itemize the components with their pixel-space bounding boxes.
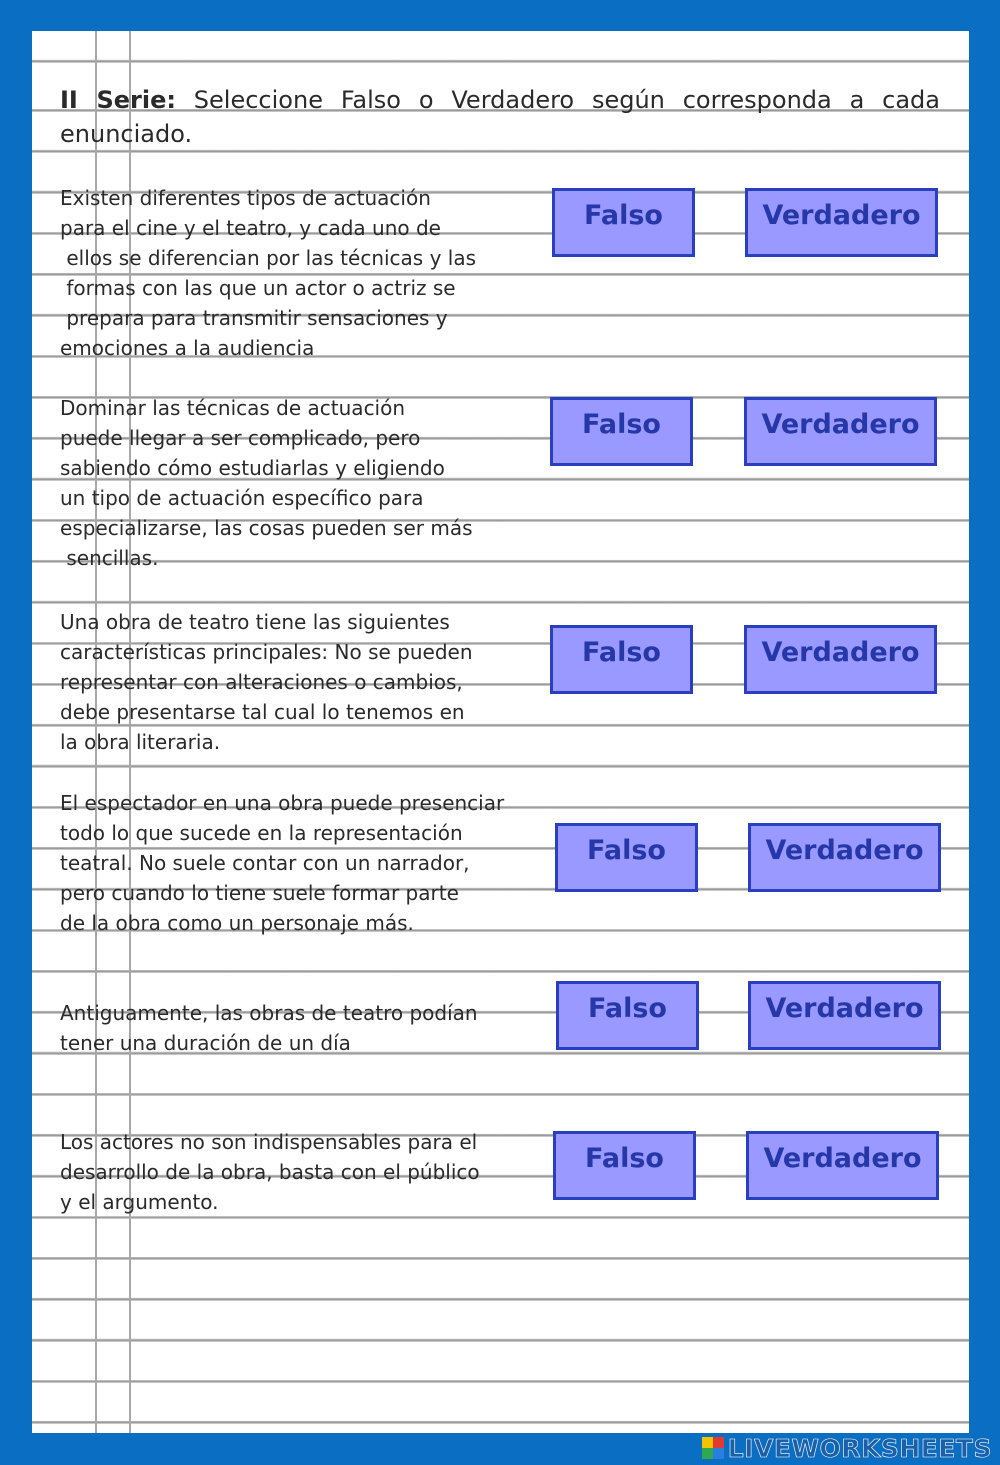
question-5 xyxy=(60,998,478,1058)
question-line: de la obra como un personaje más. xyxy=(60,911,414,935)
liveworksheets-logo xyxy=(702,1433,992,1463)
question-3 xyxy=(60,607,473,757)
question-line: Dominar las técnicas de actuación xyxy=(60,396,406,420)
question-4 xyxy=(60,788,504,938)
q1-false-button[interactable]: Falso xyxy=(552,188,695,257)
q2-true-button[interactable]: Verdadero xyxy=(744,397,937,466)
question-line: debe presentarse tal cual lo tenemos en xyxy=(60,700,465,724)
q2-false-button[interactable]: Falso xyxy=(550,397,693,466)
question-line: Existen diferentes tipos de actuación xyxy=(60,186,431,210)
question-6 xyxy=(60,1127,480,1217)
question-line: El espectador en una obra puede presenciar xyxy=(60,791,505,815)
liveworksheets-logo-icon xyxy=(702,1437,724,1459)
q5-false-button[interactable]: Falso xyxy=(556,981,699,1050)
q5-true-button[interactable]: Verdadero xyxy=(748,981,941,1050)
q6-true-button[interactable]: Verdadero xyxy=(746,1131,939,1200)
q1-true-button[interactable]: Verdadero xyxy=(745,188,938,257)
question-line: Una obra de teatro tiene las siguientes xyxy=(60,610,450,634)
question-line: sabiendo cómo estudiarlas y eligiendo xyxy=(60,456,445,480)
question-line: pero cuando lo tiene suele formar parte xyxy=(60,881,459,905)
question-line: y el argumento. xyxy=(60,1190,219,1214)
question-line: emociones a la audiencia xyxy=(60,336,315,360)
instruction-text: Seleccione Falso o Verdadero según corresponda a cada enunciado. xyxy=(60,86,941,148)
question-line: representar con alteraciones o cambios, xyxy=(60,670,463,694)
question-line: puede llegar a ser complicado, pero xyxy=(60,426,421,450)
question-line: sencillas. xyxy=(60,546,159,570)
q4-false-button[interactable]: Falso xyxy=(555,823,698,892)
question-2 xyxy=(60,393,473,573)
instructions xyxy=(60,83,940,151)
worksheet-paper xyxy=(32,31,969,1433)
question-line: Los actores no son indispensables para el xyxy=(60,1130,478,1154)
q6-false-button[interactable]: Falso xyxy=(553,1131,696,1200)
question-line: especializarse, las cosas pueden ser más xyxy=(60,516,473,540)
q4-true-button[interactable]: Verdadero xyxy=(748,823,941,892)
question-line: todo lo que sucede en la representación xyxy=(60,821,463,845)
question-line: prepara para transmitir sensaciones y xyxy=(60,306,448,330)
question-line: para el cine y el teatro, y cada uno de xyxy=(60,216,441,240)
question-line: tener una duración de un día xyxy=(60,1031,351,1055)
question-line: ellos se diferencian por las técnicas y las xyxy=(60,246,477,270)
series-label: II Serie: xyxy=(60,86,176,114)
question-line: características principales: No se pueden xyxy=(60,640,473,664)
question-line: la obra literaria. xyxy=(60,730,221,754)
question-line: formas con las que un actor o actriz se xyxy=(60,276,456,300)
question-line: teatral. No suele contar con un narrador, xyxy=(60,851,470,875)
question-line: desarrollo de la obra, basta con el público xyxy=(60,1160,480,1184)
question-1 xyxy=(60,183,476,363)
q3-true-button[interactable]: Verdadero xyxy=(744,625,937,694)
logo-text: LIVEWORKSHEETS xyxy=(727,1433,992,1463)
q3-false-button[interactable]: Falso xyxy=(550,625,693,694)
question-line: Antiguamente, las obras de teatro podían xyxy=(60,1001,478,1025)
question-line: un tipo de actuación específico para xyxy=(60,486,424,510)
